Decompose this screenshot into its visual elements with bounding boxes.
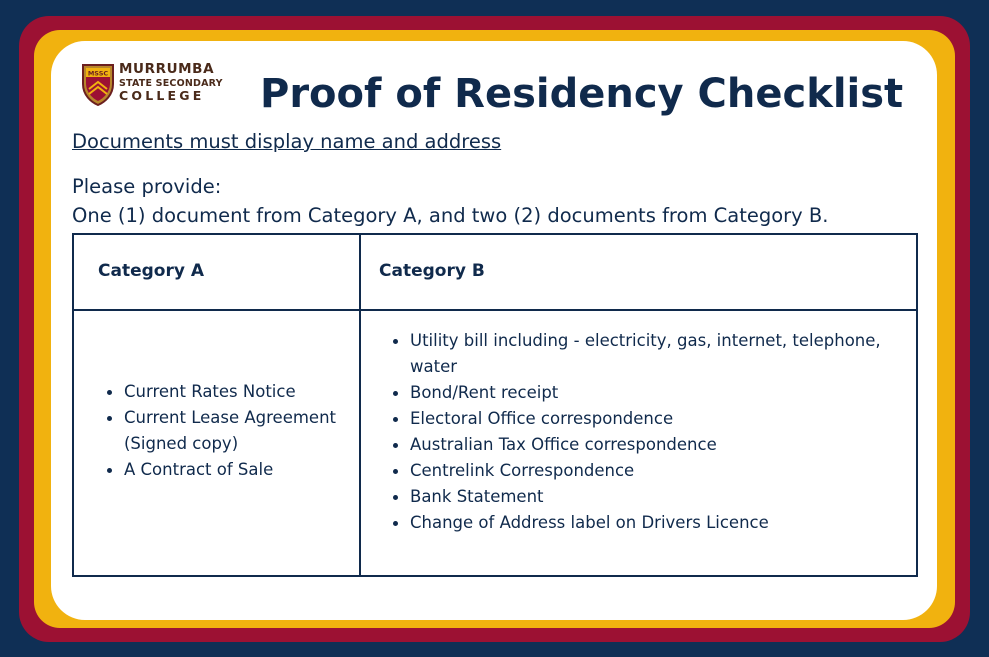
svg-text:MSSC: MSSC (87, 69, 109, 78)
page-title: Proof of Residency Checklist (260, 71, 904, 117)
list-item: Change of Address label on Drivers Licence (384, 510, 904, 536)
list-item: Bank Statement (384, 484, 904, 510)
category-b-list (384, 328, 904, 536)
requirement-note: Documents must display name and address (72, 130, 502, 153)
list-item: Utility bill including - electricity, gas, internet, telephone, water (384, 328, 904, 380)
logo-line-2: STATE SECONDARY (119, 77, 223, 89)
column-divider (359, 235, 361, 575)
school-crest-icon (81, 62, 115, 106)
list-item: Centrelink Correspondence (384, 458, 904, 484)
list-item: Current Rates Notice (98, 379, 348, 405)
category-a-list (98, 379, 348, 483)
logo-line-3: COLLEGE (119, 88, 205, 103)
instruction-line-1: Please provide: (72, 175, 222, 198)
list-item: Electoral Office correspondence (384, 406, 904, 432)
list-item: A Contract of Sale (98, 457, 348, 483)
category-a-header: Category A (98, 261, 204, 281)
logo-line-1: MURRUMBA (119, 61, 215, 77)
header-divider (74, 309, 916, 311)
instructions (72, 172, 829, 230)
list-item: Australian Tax Office correspondence (384, 432, 904, 458)
list-item: Current Lease Agreement (Signed copy) (98, 405, 348, 457)
school-logo (81, 62, 231, 108)
category-b-header: Category B (379, 261, 485, 281)
list-item: Bond/Rent receipt (384, 380, 904, 406)
instruction-line-2: One (1) document from Category A, and two (2) documents from Category B. (72, 204, 829, 227)
category-table (72, 233, 918, 577)
logo-wordmark (119, 62, 223, 103)
